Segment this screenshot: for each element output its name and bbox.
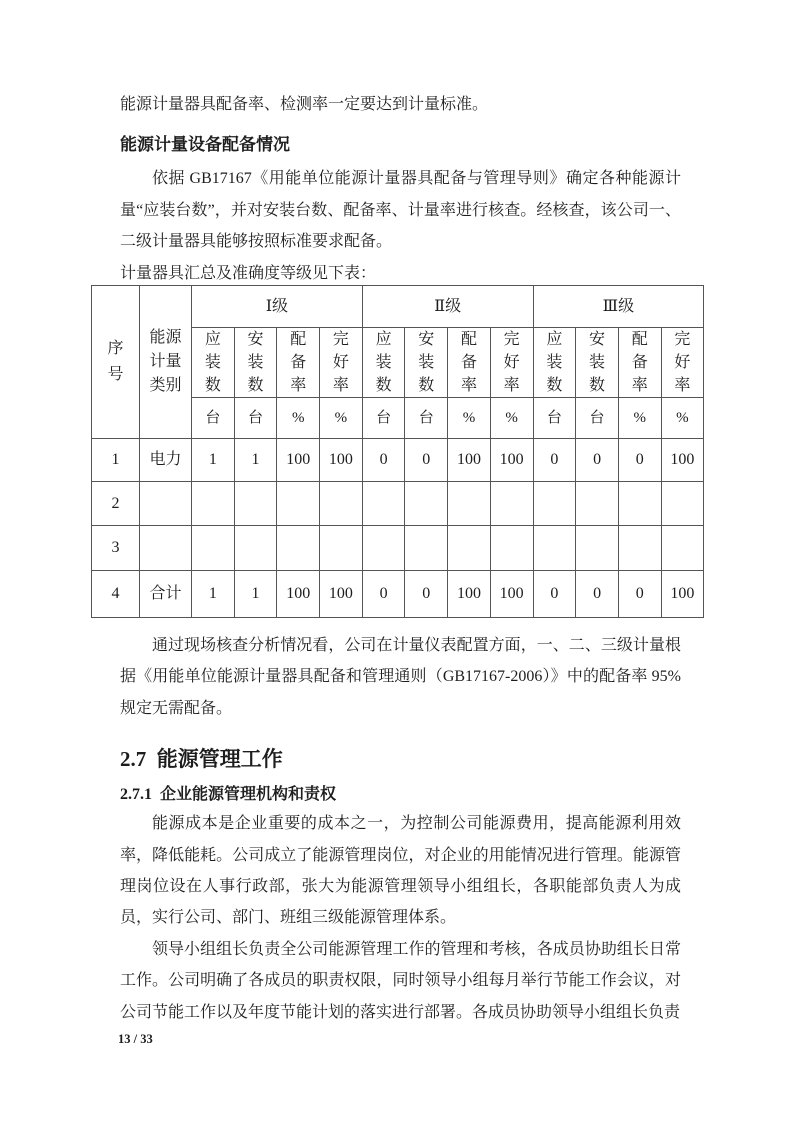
value-cell — [234, 482, 277, 526]
unit-cell: % — [320, 398, 363, 439]
content-area — [91, 0, 711, 1047]
value-cell — [234, 526, 277, 571]
subheader-cell: 配备率 — [448, 328, 491, 398]
value-cell — [618, 482, 661, 526]
value-cell — [661, 482, 704, 526]
unit-cell: % — [490, 398, 533, 439]
paragraph-org-body: 能源成本是企业重要的成本之一，为控制公司能源费用，提高能源利用效率，降低能耗。公司成立了能源管理岗位，对企业的用能情况进行管理。能源管理岗位设在人事行政部，张大为能源管理领导小组组长，各职能部负责人为成员，实行公司、部门、班组三级能源管理体系。 — [120, 815, 681, 927]
unit-cell: 台 — [192, 398, 235, 439]
header-category-label: 能源计量类别 — [149, 329, 182, 395]
value-cell: 0 — [362, 571, 405, 618]
category-cell — [140, 526, 192, 571]
value-cell: 0 — [618, 439, 661, 482]
subheader-cell: 完好率 — [661, 328, 704, 398]
row-number-cell: 3 — [92, 526, 140, 571]
table-row — [92, 571, 704, 618]
value-cell — [661, 526, 704, 571]
paragraph-intro: 能源计量器具配备率、检测率一定要达到计量标准。 — [120, 96, 489, 113]
value-cell — [320, 482, 363, 526]
value-cell — [533, 526, 576, 571]
value-cell — [448, 526, 491, 571]
subheader-cell: 应装数 — [362, 328, 405, 398]
subheader-cell: 安装数 — [576, 328, 619, 398]
row-number-cell: 4 — [92, 571, 140, 618]
paragraph-basis: 依据 GB17167《用能单位能源计量器具配备与管理导则》确定各种能源计量“应装台数”，并对安装台数、配备率、计量率进行核查。经核查，该公司一、二级计量器具能够按照标准要求配备。 — [120, 170, 681, 251]
subheader-cell: 配备率 — [277, 328, 320, 398]
category-cell — [140, 482, 192, 526]
value-cell: 0 — [576, 439, 619, 482]
header-category — [140, 286, 192, 439]
unit-cell: 台 — [362, 398, 405, 439]
paragraph-leader-body: 领导小组组长负责全公司能源管理工作的管理和考核，各成员协助组长日常工作。公司明确了各成员的职责权限，同时领导小组每月举行节能工作会议，对公司节能工作以及年度节能计划的落实进行部署。各成员协助领导小组组长负责 — [120, 940, 681, 1021]
value-cell: 0 — [533, 571, 576, 618]
row-number-cell: 1 — [92, 439, 140, 482]
header-group-level3: Ⅲ级 — [533, 286, 704, 328]
value-cell: 0 — [618, 571, 661, 618]
value-cell: 100 — [661, 439, 704, 482]
header-seq — [92, 286, 140, 439]
paragraph-after-table: 通过现场核查分析情况看，公司在计量仪表配置方面，一、二、三级计量根据《用能单位能源计量器具配备和管理通则（GB17167-2006）》中的配备率 95%规定无需配备。 — [120, 637, 681, 717]
value-cell: 0 — [405, 439, 448, 482]
header-group-level2: Ⅱ级 — [362, 286, 533, 328]
category-cell: 电力 — [140, 439, 192, 482]
subheader-cell: 应装数 — [533, 328, 576, 398]
table-row — [92, 439, 704, 482]
subheader-cell: 安装数 — [405, 328, 448, 398]
header-seq-label: 序号 — [107, 340, 124, 384]
value-cell: 100 — [490, 571, 533, 618]
unit-cell: % — [448, 398, 491, 439]
value-cell — [618, 526, 661, 571]
unit-cell: % — [618, 398, 661, 439]
unit-cell: 台 — [405, 398, 448, 439]
value-cell: 100 — [448, 571, 491, 618]
value-cell: 100 — [320, 439, 363, 482]
unit-cell: % — [661, 398, 704, 439]
unit-cell: % — [277, 398, 320, 439]
value-cell: 0 — [533, 439, 576, 482]
table-row — [92, 526, 704, 571]
table-row — [92, 482, 704, 526]
unit-cell: 台 — [576, 398, 619, 439]
paragraph-table-intro: 计量器具汇总及准确度等级见下表： — [120, 264, 377, 282]
value-cell: 0 — [362, 439, 405, 482]
heading-metering-equipment: 能源计量设备配备情况 — [120, 135, 290, 155]
page-number: 13 / 33 — [118, 1032, 153, 1047]
subheader-cell: 配备率 — [618, 328, 661, 398]
value-cell — [405, 526, 448, 571]
value-cell: 1 — [234, 439, 277, 482]
value-cell: 100 — [277, 439, 320, 482]
value-cell: 100 — [448, 439, 491, 482]
subheader-cell: 完好率 — [320, 328, 363, 398]
value-cell — [533, 482, 576, 526]
value-cell — [405, 482, 448, 526]
value-cell: 0 — [576, 571, 619, 618]
value-cell — [192, 526, 235, 571]
value-cell — [490, 526, 533, 571]
value-cell: 1 — [192, 571, 235, 618]
unit-cell: 台 — [533, 398, 576, 439]
row-number-cell: 2 — [92, 482, 140, 526]
subheader-cell: 完好率 — [490, 328, 533, 398]
value-cell — [448, 482, 491, 526]
subheader-cell: 安装数 — [234, 328, 277, 398]
value-cell — [490, 482, 533, 526]
value-cell: 0 — [405, 571, 448, 618]
value-cell: 100 — [490, 439, 533, 482]
value-cell: 100 — [320, 571, 363, 618]
category-cell: 合计 — [140, 571, 192, 618]
heading-section-2-7: 2.7 能源管理工作 — [120, 747, 283, 772]
value-cell: 100 — [277, 571, 320, 618]
value-cell: 1 — [234, 571, 277, 618]
heading-subsection-2-7-1: 2.7.1 企业能源管理机构和责权 — [120, 786, 337, 804]
value-cell — [320, 526, 363, 571]
value-cell — [192, 482, 235, 526]
subheader-cell: 应装数 — [192, 328, 235, 398]
value-cell — [362, 526, 405, 571]
value-cell: 1 — [192, 439, 235, 482]
value-cell — [362, 482, 405, 526]
unit-cell: 台 — [234, 398, 277, 439]
value-cell — [576, 526, 619, 571]
value-cell — [576, 482, 619, 526]
header-group-level1: Ⅰ级 — [192, 286, 363, 328]
value-cell — [277, 482, 320, 526]
metering-accuracy-table — [91, 285, 704, 618]
value-cell — [277, 526, 320, 571]
value-cell: 100 — [661, 571, 704, 618]
